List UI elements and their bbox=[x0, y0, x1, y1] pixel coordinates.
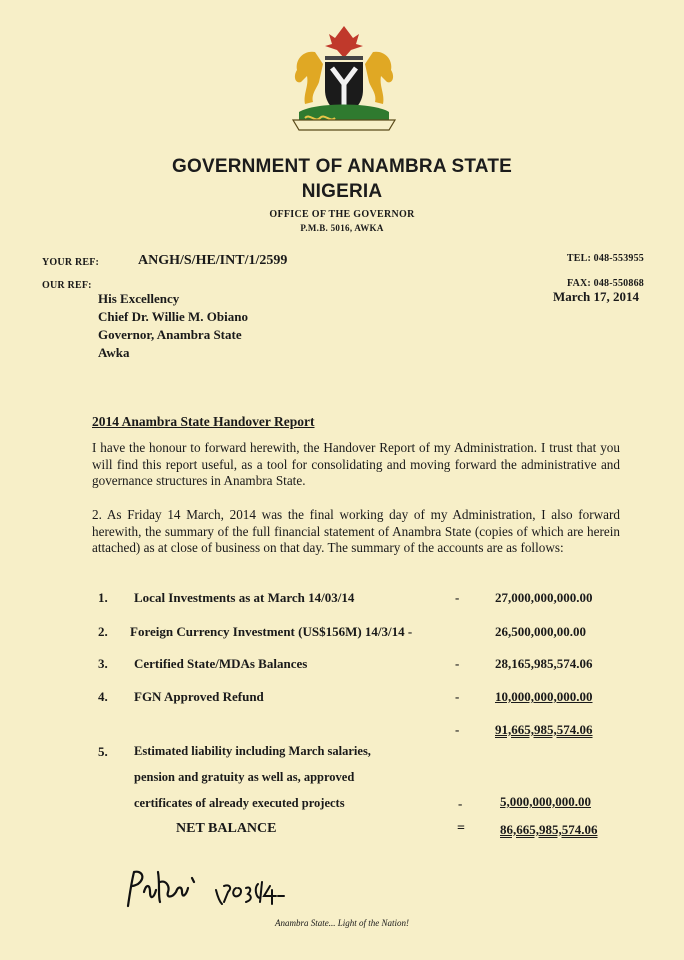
tel: TEL: 048-553955 bbox=[566, 253, 644, 264]
account-row bbox=[0, 689, 684, 709]
subtotal-dash: - bbox=[455, 722, 460, 737]
recipient-line-1: His Excellency bbox=[98, 291, 180, 306]
net-balance-sign: = bbox=[457, 821, 465, 836]
our-ref-label: OUR REF: bbox=[42, 280, 92, 291]
account-row bbox=[0, 656, 684, 676]
net-balance-amount: 86,665,985,574.06 bbox=[500, 822, 598, 837]
paragraph-2: 2. As Friday 14 March, 2014 was the final working day of my Administration, I also forward herewith, the summary of the full financial statement of Anambra State (copies of which are herein attached) as at close of business on that day. The summary of the accounts are as follows: bbox=[92, 507, 620, 555]
account-label: FGN Approved Refund bbox=[134, 689, 264, 704]
letter-date: March 17, 2014 bbox=[552, 289, 639, 304]
letterhead-government: GOVERNMENT OF ANAMBRA STATE bbox=[172, 156, 512, 177]
letterhead-country: NIGERIA bbox=[301, 181, 383, 202]
account-number: 2. bbox=[98, 624, 108, 639]
paragraph-1: I have the honour to forward herewith, the Handover Report of my Administration. I trust that you will find this report useful, as a tool for consolidating and moving forward the administrative and governance structures in Anambra State. bbox=[92, 440, 620, 488]
account-row bbox=[0, 590, 684, 610]
account-amount: 28,165,985,574.06 bbox=[495, 656, 593, 671]
account-label: Certified State/MDAs Balances bbox=[134, 656, 308, 671]
account-number: 1. bbox=[98, 590, 108, 605]
liability-line-1: Estimated liability including March salaries, bbox=[134, 744, 371, 758]
recipient-line-2: Chief Dr. Willie M. Obiano bbox=[98, 309, 248, 324]
liability-line-3: certificates of already executed projects bbox=[134, 796, 345, 810]
your-ref-value: ANGH/S/HE/INT/1/2599 bbox=[138, 253, 288, 268]
subtotal-amount: 91,665,985,574.06 bbox=[495, 722, 593, 737]
signature-icon bbox=[120, 862, 320, 914]
liability-dash: - bbox=[458, 796, 463, 811]
account-number: 4. bbox=[98, 689, 108, 704]
account-number: 3. bbox=[98, 656, 108, 671]
account-dash: - bbox=[455, 656, 460, 671]
account-row bbox=[0, 624, 684, 644]
coat-of-arms-icon bbox=[285, 24, 403, 132]
account-dash: - bbox=[455, 590, 460, 605]
fax: FAX: 048-550868 bbox=[567, 278, 644, 289]
recipient-line-3: Governor, Anambra State bbox=[98, 327, 242, 342]
letterhead-address: P.M.B. 5016, AWKA bbox=[300, 223, 384, 233]
liability-amount: 5,000,000,000.00 bbox=[500, 794, 591, 809]
account-label: Local Investments as at March 14/03/14 bbox=[134, 590, 355, 605]
account-dash: - bbox=[455, 689, 460, 704]
account-label: Foreign Currency Investment (US$156M) 14/3/14 - bbox=[130, 624, 413, 639]
letterhead-office: OFFICE OF THE GOVERNOR bbox=[269, 209, 415, 220]
net-balance-label: NET BALANCE bbox=[176, 821, 277, 836]
letter-subject: 2014 Anambra State Handover Report bbox=[92, 414, 315, 429]
liability-line-2: pension and gratuity as well as, approved bbox=[134, 770, 355, 784]
your-ref-label: YOUR REF: bbox=[42, 257, 100, 268]
account-amount: 27,000,000,000.00 bbox=[495, 590, 593, 605]
account-amount: 26,500,000,00.00 bbox=[495, 624, 586, 639]
account-amount: 10,000,000,000.00 bbox=[495, 689, 593, 704]
liability-number: 5. bbox=[98, 744, 108, 759]
footer-motto: Anambra State... Light of the Nation! bbox=[275, 918, 409, 928]
recipient-line-4: Awka bbox=[98, 345, 130, 360]
